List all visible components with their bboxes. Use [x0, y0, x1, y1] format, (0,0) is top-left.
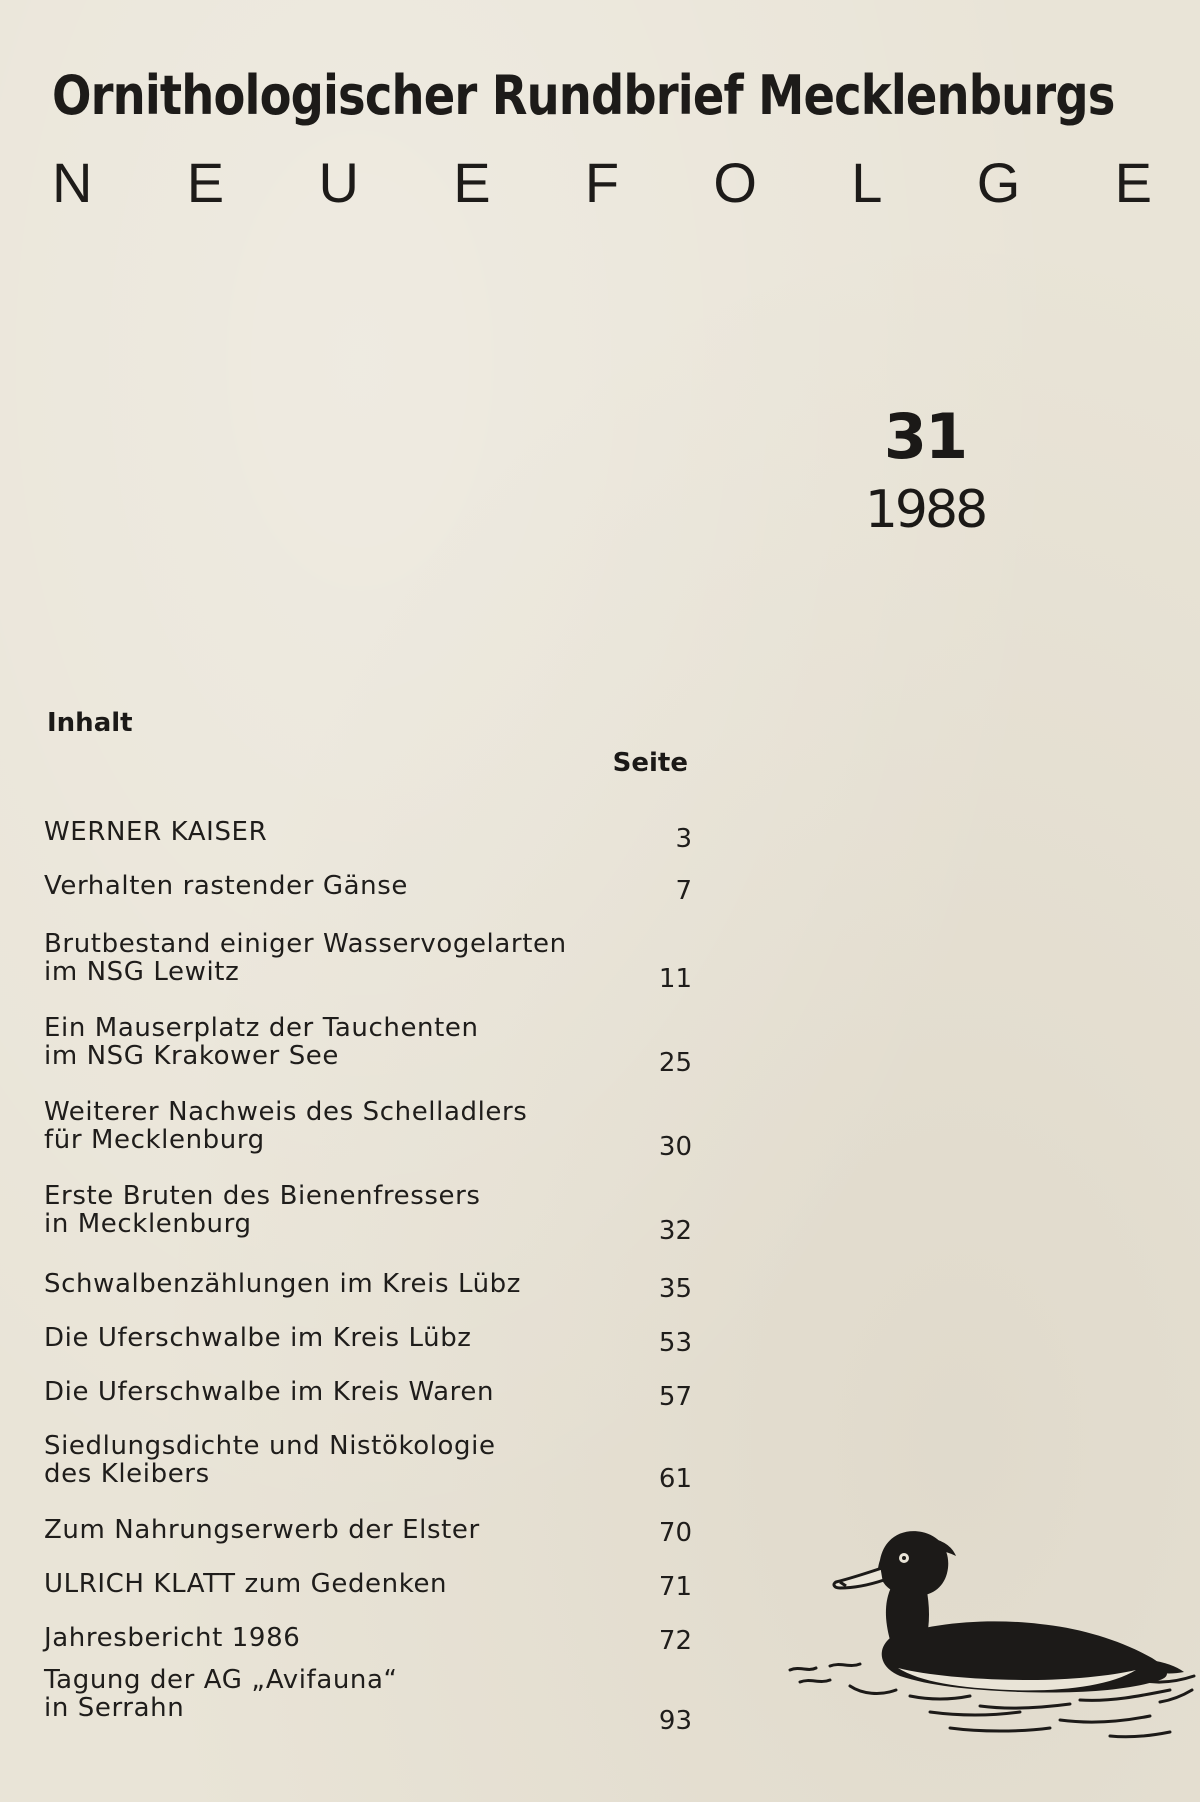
issue-number: 31: [883, 400, 967, 473]
toc-entry-title: Weiterer Nachweis des Schelladlers für Mecklenburg: [44, 1097, 528, 1155]
toc-entry-page: 35: [658, 1274, 692, 1304]
toc-entry-title: Erste Bruten des Bienenfressers in Mecklenburg: [44, 1181, 481, 1239]
toc-entry-page: 7: [675, 876, 692, 906]
toc-entry-page: 57: [658, 1382, 692, 1412]
subtitle-letter: F: [584, 151, 620, 214]
toc-entry-page: 25: [658, 1048, 692, 1078]
toc-entry-page: 71: [658, 1572, 692, 1602]
toc-entry-title: WERNER KAISER: [44, 817, 268, 847]
toc-page-column-label: Seite: [612, 748, 688, 778]
toc-entry: [44, 1570, 692, 1610]
toc-entry: [44, 1324, 692, 1364]
subtitle-letter: E: [453, 151, 491, 214]
toc-entry: [44, 1098, 692, 1168]
toc-entry-page: 11: [658, 964, 692, 994]
toc-entry-title: Verhalten rastender Gänse: [44, 871, 408, 901]
toc-entry: [44, 1624, 692, 1664]
issue-year: 1988: [864, 480, 986, 540]
toc-entry: [44, 1270, 692, 1310]
toc-heading: Inhalt: [47, 708, 133, 738]
toc-entry-title: Jahresbericht 1986: [44, 1623, 301, 1653]
toc-entry-page: 3: [675, 824, 692, 854]
tufted-duck-icon: [780, 1490, 1200, 1750]
toc-entry-page: 93: [658, 1706, 692, 1736]
toc-entry-title: Die Uferschwalbe im Kreis Waren: [44, 1377, 495, 1407]
subtitle-letter: O: [713, 151, 757, 214]
toc-entry-page: 32: [658, 1216, 692, 1246]
toc-entry-title: Brutbestand einiger Wasservogelarten im NSG Lewitz: [44, 929, 567, 987]
subtitle-letter: E: [1114, 151, 1152, 214]
toc-entry-title: ULRICH KLATT zum Gedenken: [44, 1569, 448, 1599]
toc-entry-page: 72: [658, 1626, 692, 1656]
toc-entry-title: Tagung der AG „Avifauna“ in Serrahn: [44, 1665, 398, 1723]
toc-entry: [44, 1014, 692, 1084]
toc-entry-page: 70: [658, 1518, 692, 1548]
subtitle-letter: U: [318, 151, 359, 214]
toc-entry-title: Schwalbenzählungen im Kreis Lübz: [44, 1269, 522, 1299]
toc-entry-page: 53: [658, 1328, 692, 1358]
toc-entry: [44, 930, 692, 1000]
toc-entry-title: Ein Mauserplatz der Tauchenten im NSG Krakower See: [44, 1013, 479, 1071]
toc-entry: [44, 1432, 692, 1502]
subtitle-letter: N: [52, 151, 93, 214]
subtitle-letter: L: [851, 151, 883, 214]
toc-entry: [44, 1182, 692, 1252]
toc-entry-title: Zum Nahrungserwerb der Elster: [44, 1515, 480, 1545]
toc-entry-title: Die Uferschwalbe im Kreis Lübz: [44, 1323, 472, 1353]
toc-entry: [44, 872, 692, 912]
subtitle-letter: G: [976, 151, 1021, 214]
toc-entry-page: 30: [658, 1132, 692, 1162]
toc-entry: [44, 1516, 692, 1556]
toc-entry: [44, 1378, 692, 1418]
toc-entry-title: Siedlungsdichte und Nistökologie des Kleibers: [44, 1431, 496, 1489]
toc-entry: [44, 1666, 692, 1738]
toc-entry: [44, 818, 692, 858]
journal-title: Ornithologischer Rundbrief Mecklenburgs: [52, 64, 1115, 127]
subtitle-letter: E: [186, 151, 225, 214]
toc-entry-page: 61: [658, 1464, 692, 1494]
